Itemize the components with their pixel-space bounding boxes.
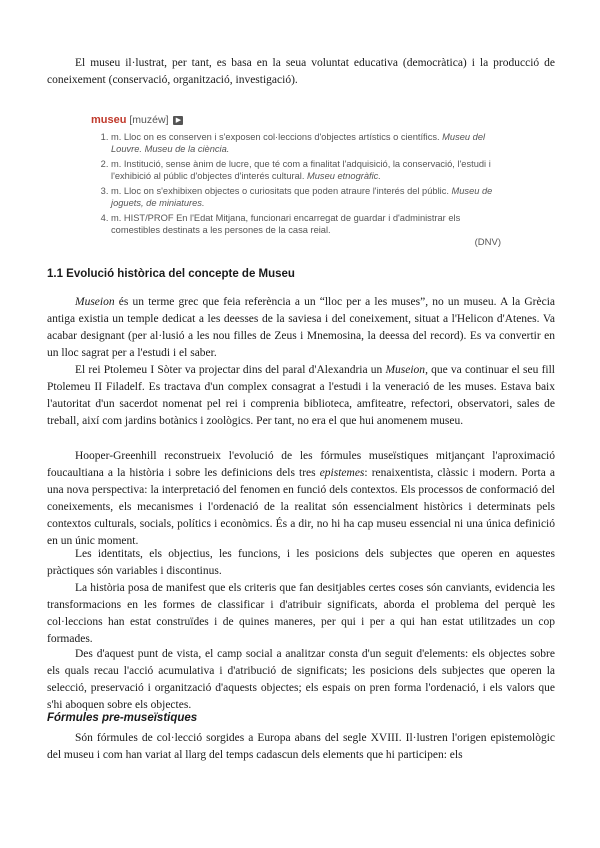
subsection-heading: Fórmules pre-museïstiques	[47, 712, 198, 724]
paragraph-pre-museum: Són fórmules de col·lecció sorgides a Europa abans del segle XVIII. Il·lustren l'origen epistemològic del museu i com han variat al llarg del temps cadascun dels elements que hi participen: els	[47, 732, 555, 761]
paragraph-identities: Les identitats, els objectius, les funcions, i les posicions dels subjectes que operen en aquestes pràctiques són variables i discontinus.	[47, 548, 555, 577]
paragraph-history: La història posa de manifest que els criteris que fan desitjables certes coses són canviants, evidencia les transformacions en les formes de classificar i d'atribuir significats, aborda el problema del perquè les col·leccions han estat construïdes i de quines maneres, per qui i per a qui han estat utilitzades un cop formades.	[47, 582, 555, 645]
dictionary-header	[91, 113, 511, 127]
paragraph-social-field: Des d'aquest punt de vista, el camp social a analitzar consta d'un seguit d'elements: els objectes sobre els quals recau l'acció acumulativa i d'atribució de significats; les posicions dels subjectes que operen la selecció, preservació i organització d'aquests objectes; els espais on pren forma l'ordenació, i els valors que s'hi aboquen sobre els objectes.	[47, 648, 555, 711]
paragraph-museion: Museion és un terme grec que feia referència a un “lloc per a les muses”, no un museu. A la Grècia antiga existia un temple dedicat a les deesses de la saviesa i del coneixement, situat a l'Helicon d'Atenes. Va acabar designant (per al·lusió a les nou filles de Zeus i Mnemosina, la deessa del record). Es va convertir en un lloc sagrat per a l'estudi i el saber.	[47, 296, 555, 359]
paragraph-hooper-greenhill: Hooper-Greenhill reconstrueix l'evolució de les fórmules museïstiques mitjançant l'aproximació foucaultiana a la història i sobre les definicions dels tres epistemes: renaixentista, clàssic i modern. Porta a una nova perspectiva: la interpretació del fenomen en funció dels contextos. Els processos de conformació del coneixements, els mecanismes i l'ordenació de la realitat són essencialment històrics i determinats pels contextos culturals, socials, polítics i econòmics. És a dir, no hi ha cap museu essencial ni una única definició en un únic moment.	[47, 450, 555, 547]
section-heading: 1.1 Evolució històrica del concepte de Museu	[47, 268, 295, 280]
dictionary-source: (DNV)	[474, 237, 501, 248]
dictionary-entry	[91, 113, 511, 248]
dictionary-pronunciation: [muzéw]	[129, 114, 169, 126]
speaker-icon[interactable]: ▶	[173, 116, 183, 125]
paragraph-ptolemy: El rei Ptolemeu I Sòter va projectar dins del paral d'Alexandria un Museion, que va continuar el seu fill Ptolemeu II Filadelf. Es tractava d'un complex consagrat a l'estudi i la veneració de les muses. Estava baix l'autoritat d'un sacerdot nomenat pel rei i comprenia biblioteca, amfiteatre, refectori, observatori, sales de treball, així com jardins botànics i zoològics. Per tant, no era el que hui anomenem museu.	[47, 364, 555, 427]
definition-item: 4. m. HIST/PROF En l'Edat Mitjana, funcionari encarregat de guardar i d'administrar els comestibles destinats a les persones de la casa reial.	[111, 212, 511, 236]
dictionary-headword: museu	[91, 114, 127, 126]
definition-list	[91, 131, 511, 236]
definition-item: 2. m. Institució, sense ànim de lucre, que té com a finalitat l'adquisició, la conservació, l'estudi i l'exhibició al públic d'objectes d'interés cultural. Museu etnogràfic.	[111, 158, 511, 182]
intro-paragraph: El museu il·lustrat, per tant, es basa en la seua voluntat educativa (democràtica) i la producció de coneixement (conservació, organització, investigació).	[47, 57, 555, 86]
definition-item: 1. m. Lloc on es conserven i s'exposen col·leccions d'objectes artístics o científics. Museu del Louvre. Museu de la ciència.	[111, 131, 511, 155]
definition-item: 3. m. Lloc on s'exhibixen objectes o curiositats que poden atraure l'interés del públic. Museu de joguets, de miniatures.	[111, 185, 511, 209]
